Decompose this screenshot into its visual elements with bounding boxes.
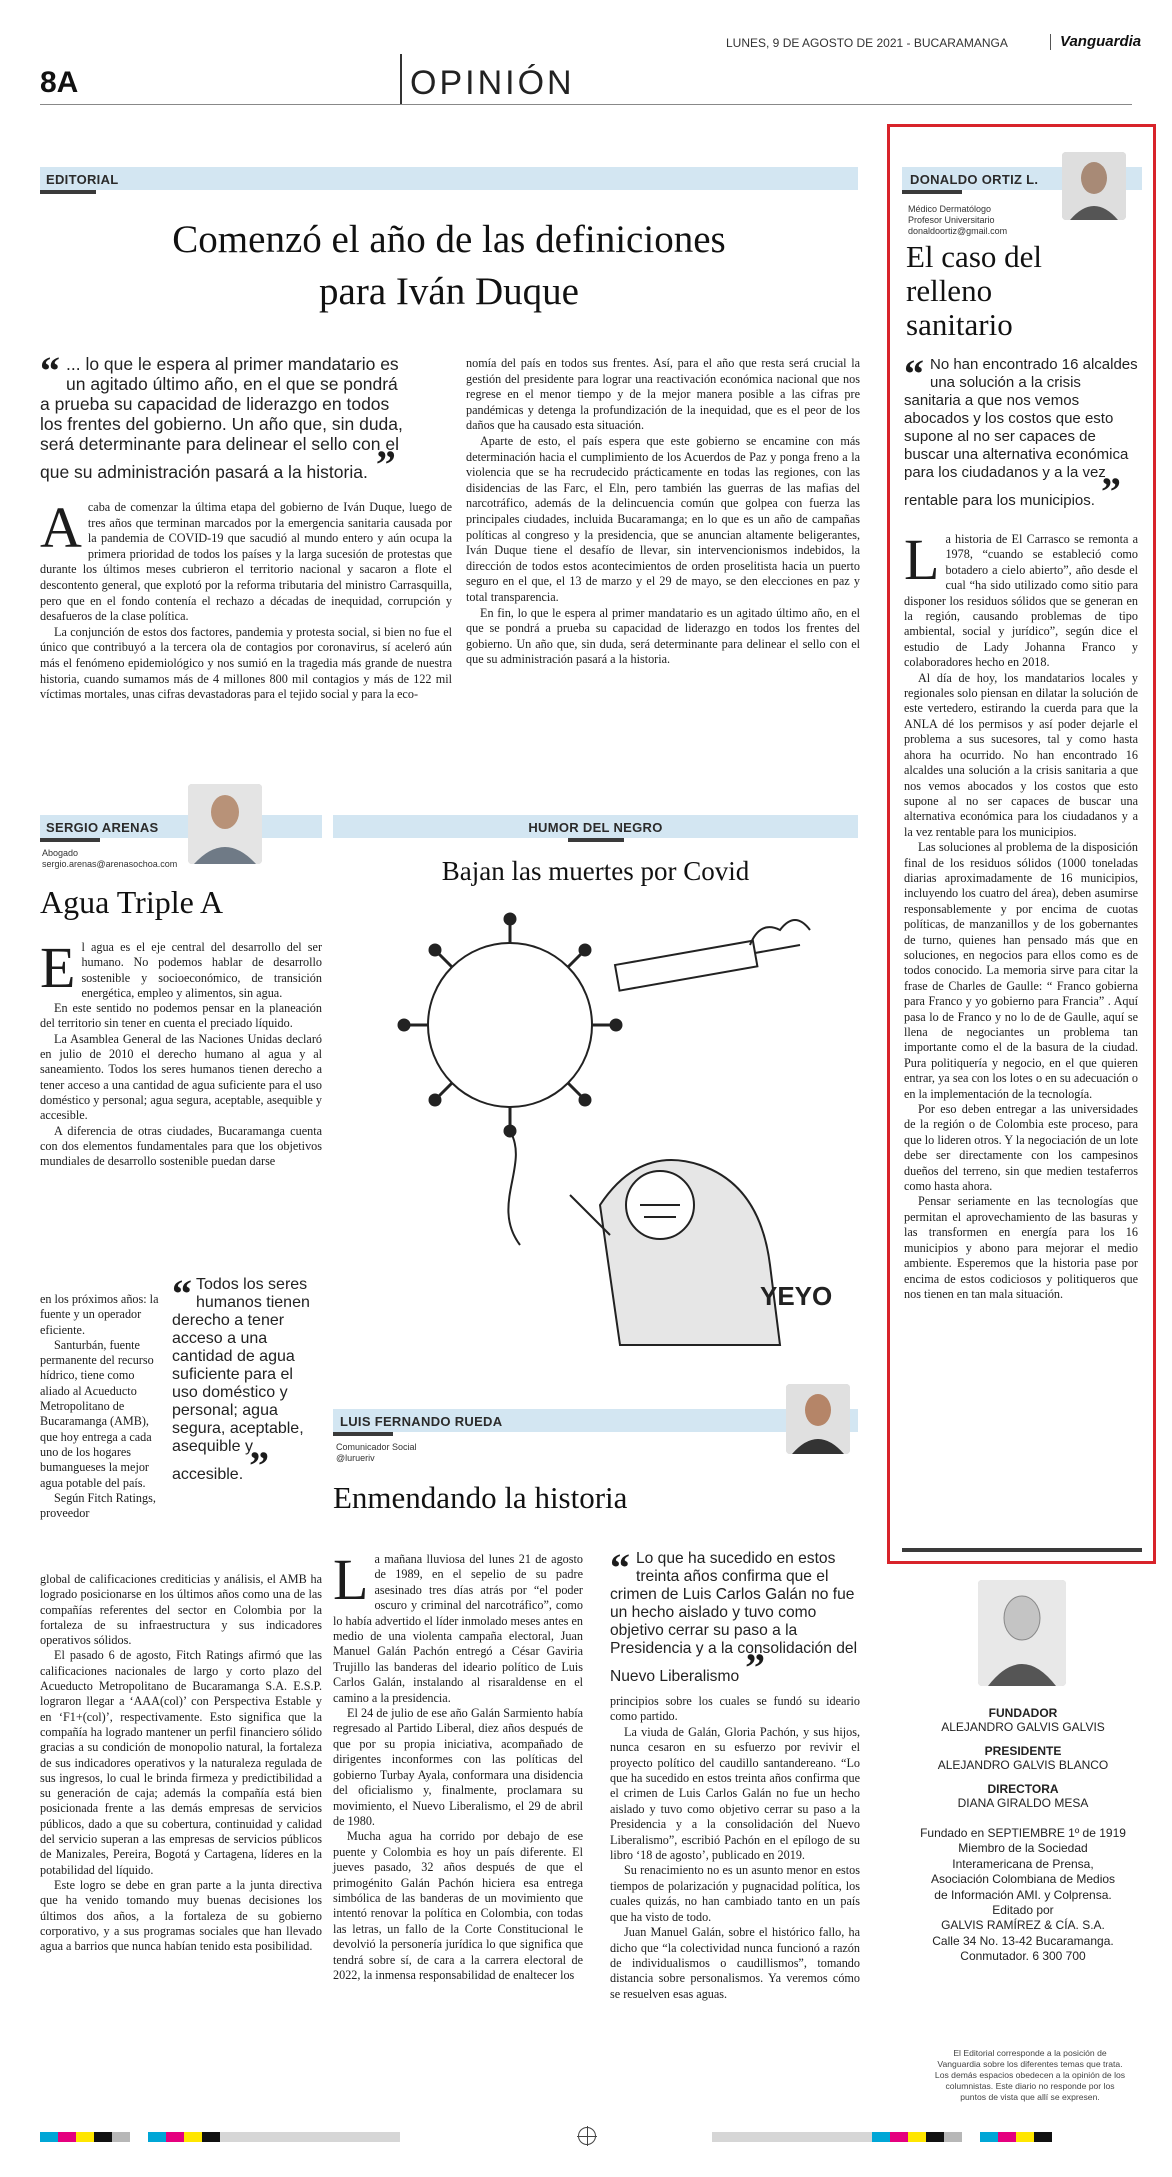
donald-title-line3: sanitario xyxy=(906,307,1013,342)
staff-info-line: de Información AMI. y Colprensa. xyxy=(934,1887,1112,1902)
staff-info-line: Interamericana de Prensa, xyxy=(952,1856,1094,1871)
editorial-col2-p3: En fin, lo que le espera al primer mandatario es un agitado último año, en el que se pondrá a prueba su capacidad de liderazgo en todos los frentes del gobierno. Un año que, sin duda, será determinante para delinear el sello con el que su administración pasará a la historia. xyxy=(466,605,860,667)
donald-p3: Las soluciones al problema de la disposición final de los residuos sólidos (1000 toneladas diarias aproximadamente de 16 municipios, incluyendo los cuatro del área), deben asumirse responsablemente y por encima de cuotas políticas, de manzanillos y de los gobernantes de turno, quienes han pensado más que en soluciones, en negocios para ellos como es de todos conocido. La memoria sirve para citar la frase de Charles de Gaulle: “ Franco gobierna para Franco y yo gobierno para Francia” . Aquí pasa lo de Franco y no lo de de Gaulle, aquí se llena de negociantes un problema tan importante como el de la basura de la ciudad. Pura politiquería y negocio, en el que quieren entrar, ya sea con los lotes o en su adecuación o en la implementación de la tecnología. xyxy=(904,840,1138,1101)
luis-avatar xyxy=(786,1384,850,1454)
luis-col1-p1: La mañana lluviosa del lunes 21 de agosto de 1989, en el sepelio de su padre asesinado tres días atrás por “el poder oscuro y criminal del narcotráfico”, como lo había advertido el líder inmolado meses antes en medio de una violenta campaña electoral, Juan Manuel Galán Pachón entregó a César Gaviria Trujillo las banderas del ideario político de Luis Carlos Galán, instalando al risaraldense en el camino a la presidencia. xyxy=(333,1547,583,1705)
sergio-body-bottom xyxy=(40,1572,322,1954)
sergio-np3: Según Fitch Ratings, proveedor xyxy=(40,1490,156,1521)
luis-col2-p1: principios sobre los cuales se fundó su ideario como partido. xyxy=(610,1694,860,1724)
luis-col1-p2: El 24 de julio de ese año Galán Sarmiento había regresado al Partido Liberal, diez años después de que por su propia iniciativa, acompañado de dirigentes inconformes con las políticas del gobierno Turbay Ayala, conformara una disidencia del oficialismo y, finalmente, proclamara su movimiento, el Nuevo Liberalismo, el 29 de abril de 1980. xyxy=(333,1706,583,1828)
editorial-col2 xyxy=(466,356,860,668)
editorial-label: EDITORIAL xyxy=(46,172,119,187)
sergio-label-underline xyxy=(40,838,100,842)
brand-logo: Vanguardia xyxy=(1060,33,1142,50)
editorial-col1-p1: Acaba de comenzar la última etapa del gobierno de Iván Duque, luego de tres años que terminan marcados por la emergencia sanitaria causada por la pandemia de COVID-19 que sacudió al mundo entero y aún ocupa la primera prioridad de todos los países y la larga sucesión de protestas que durante los últimos meses cubrieron el territorio nacional y sacaron a flote el descontento general, que explotó por la reforma tributaria del ministro Carrasquilla, pero que en el fondo contenía el rechazo a décadas de inequidad, corrupción y desafueros de la clase política. xyxy=(40,495,452,624)
open-quote-icon: “ xyxy=(904,351,924,396)
close-quote-icon: ” xyxy=(745,1645,766,1690)
luis-col1-p3: Mucha agua ha corrido por debajo de ese puente y Colombia es hoy un país diferente. El jueves pasado, 32 años después de que el primogénito Galán Pachón hiciera esa entrega simbólica de las banderas de un movimiento que intentó renovar la política en Colombia, con todas las letras, un fallo de la Corte Constitucional le devolvió la personería jurídica lo que significa que tendrá sobre sí, de cara a la carrera electoral de 2022, la inmensa responsabilidad de enaltecer los xyxy=(333,1829,583,1982)
staff-box xyxy=(887,1706,1159,1965)
luis-pull-quote xyxy=(610,1545,860,1690)
luis-col2-p2: La viuda de Galán, Gloria Pachón, y sus hijos, nunca cesaron en su esfuerzo por revivir el proyecto político del caudillo santandereano. “Lo que ha sucedido en estos treinta años confirma que el crimen de Luis Carlos Galán no fue un hecho aislado y tuvo como objetivo cerrar su paso a la Presidencia y a la consolidación del Nuevo Liberalismo”, escribió Pachón en el epílogo de su libro ‘18 de agosto’, publicado en 2019. xyxy=(610,1724,860,1863)
sergio-p2: En este sentido no podemos pensar en la planeación del territorio sin tener en cuenta el preciado líquido. xyxy=(40,1001,322,1031)
close-quote-icon: ” xyxy=(375,442,396,487)
luis-meta-handle: @lurueriv xyxy=(336,1453,375,1463)
registration-bar-right xyxy=(712,2132,1132,2142)
editorial-band xyxy=(40,167,858,190)
cartoon-label: HUMOR DEL NEGRO xyxy=(528,820,663,835)
luis-title: Enmendando la historia xyxy=(333,1480,628,1515)
founder-name: ALEJANDRO GALVIS GALVIS xyxy=(941,1720,1105,1734)
staff-info-line: GALVIS RAMÍREZ & CÍA. S.A. xyxy=(941,1918,1105,1933)
sergio-body-top xyxy=(40,935,322,1169)
cartoon-label-underline xyxy=(568,838,624,842)
staff-info-line: Fundado en SEPTIEMBRE 1º de 1919 xyxy=(920,1826,1126,1840)
sergio-meta-profession: Abogado xyxy=(42,848,79,858)
director-name: DIANA GIRALDO MESA xyxy=(957,1796,1089,1810)
sergio-p1: El agua es el eje central del desarrollo del ser humano. No podemos hablar de desarrollo sostenible y socioeconómico, de transición energética, empleo y alimentos, sin agua. xyxy=(40,935,322,1000)
editorial-col2-p2: Aparte de esto, el país espera que este gobierno se encamine con más determinación hacia el cumplimiento de los Acuerdos de Paz y ponga freno a la violencia que se ha recrudecido prácticamente en todas las regiones, con las disidencias de las Farc, el Eln, pero también las guerras de las mafias del narcotráfico, además de la delincuencia común que golpea con fuerza las principales ciudades, incluida Bucaramanga; en lo que es un año de campañas políticas al congreso y la presidencia, que se anuncian altamente beligerantes, Iván Duque tiene el desafío de llevar, sin intervencionismos indebidos, la dirección de todos estos acontecimientos de orden proselitista hacia un puerto seguro en el que, el 13 de marzo y el 29 de mayo, se den elecciones en paz y total transparencia. xyxy=(466,433,860,604)
donald-meta xyxy=(908,204,1007,237)
donald-title-line1: El caso del xyxy=(906,239,1043,274)
luis-col2-p4: Juan Manuel Galán, sobre el histórico fallo, ha dicho que “la colectividad nunca funcionó a razón de individualismos o caudillismos”, tomando distancia sobre personalismos. Ya veremos cómo se resuelven esas aguas. xyxy=(610,1925,860,2001)
donald-meta-profession: Médico Dermatólogo xyxy=(908,204,992,214)
luis-col2 xyxy=(610,1694,860,2002)
sergio-bp2: El pasado 6 de agosto, Fitch Ratings afirmó que las calificaciones nacionales de largo y corto plazo del Acueducto Metropolitano de Bucaramanga S.A. E.S.P. lograron llegar a ‘AAA(col)’ con Perspectiva Estable y en ‘F1+(col)’, respectivamente. Esto significa que la compañía ha logrado mantener un perfil financiero sólido gracias a su condición de monopolio natural, la fortaleza de sus indicadores operativos y la naturaleza regulada de sus ingresos, lo cual le brinda firmeza y predictibilidad a su generación de caja; además la compañía está bien posicionada frente a las demás empresas de servicios públicos, dado a que su cobertura, continuidad y calidad del servicio superan a las empresas de servicios públicos de Manizales, Pereira, Bogotá y Cartagena, líderes en la potabilidad del líquido. xyxy=(40,1648,322,1877)
founder-photo-icon xyxy=(978,1580,1066,1686)
sergio-np1: en los próximos años: la fuente y un operador eficiente. xyxy=(40,1292,159,1337)
cartoon-drawing xyxy=(360,905,840,1350)
registration-mark-icon xyxy=(578,2127,596,2145)
person-photo-icon xyxy=(1062,152,1126,220)
editorial-col1-p2: La conjunción de estos dos factores, pandemia y protesta social, si bien no fue el único que contribuyó a la tercera ola de contagios por coronavirus, sí aceleró aún más el fenómeno epidemiológico y nos sumió en la tragedia más grande de nuestra historia, cuando sumamos más de 4 millones 800 mil contagios y más de 122 mil víctimas mortales, unas cifras devastadoras para el tejido social y para la eco- xyxy=(40,624,452,702)
sergio-pull-quote-text: Todos los seres humanos tienen derecho a tener acceso a una cantidad de agua suficiente para el uso doméstico y personal; agua segura, aceptable, asequible y accesible. xyxy=(172,1276,310,1483)
luis-author: LUIS FERNANDO RUEDA xyxy=(340,1414,503,1429)
sergio-title: Agua Triple A xyxy=(40,884,224,920)
donald-label-underline xyxy=(902,190,962,194)
luis-pull-quote-text: Lo que ha sucedido en estos treinta años confirma que el crimen de Luis Carlos Galán no fue un hecho aislado y tuvo como objetivo cerrar su paso a la Presidencia y a la consolidación del Nuevo Liberalismo xyxy=(610,1550,858,1685)
donald-meta-email: donaldoortiz@gmail.com xyxy=(908,226,1008,236)
editorial-pull-quote xyxy=(40,348,408,487)
luis-label-underline xyxy=(333,1432,393,1436)
editorial-title-line1: Comenzó el año de las definiciones xyxy=(172,218,726,261)
staff-info-line: Editado por xyxy=(992,1903,1054,1918)
donald-title-line2: relleno xyxy=(906,273,993,308)
masthead-divider xyxy=(400,54,402,104)
close-quote-icon: ” xyxy=(249,1443,270,1488)
donald-bottom-rule xyxy=(902,1548,1142,1552)
founder-portrait xyxy=(978,1580,1066,1686)
staff-info xyxy=(887,1826,1159,1965)
disclaimer: El Editorial corresponde a la posición de Vanguardia sobre los diferentes temas que trata. Los demás espacios obedecen a la opinión de los columnistas. Este diario no responde por los puntos de vista que allí se expresen. xyxy=(934,2048,1126,2102)
sergio-pull-quote xyxy=(172,1271,322,1488)
cartoon-illustration-icon xyxy=(360,905,840,1350)
president-name: ALEJANDRO GALVIS BLANCO xyxy=(937,1758,1109,1772)
sergio-p3: La Asamblea General de las Naciones Unidas declaró en julio de 2010 el derecho humano al agua y al saneamiento. Todos los seres humanos tienen derecho a tener acceso a una cantidad de agua suficiente para el uso doméstico y personal; agua segura, aceptable, asequible y accesible. xyxy=(40,1031,322,1123)
staff-info-line: Conmutador. 6 300 700 xyxy=(960,1949,1086,1964)
open-quote-icon: “ xyxy=(172,1271,192,1316)
open-quote-icon: “ xyxy=(40,348,60,393)
person-photo-icon xyxy=(188,784,262,864)
person-photo-icon xyxy=(786,1384,850,1454)
dateline: LUNES, 9 DE AGOSTO DE 2021 - BUCARAMANGA xyxy=(726,36,1008,50)
editorial-col1 xyxy=(40,495,452,703)
editorial-pull-quote-text: ... lo que le espera al primer mandatario es un agitado último año, en el que se pondrá a prueba su capacidad de liderazgo en todos los frentes del gobierno. Un año que, sin duda, será determinante para delinear el sello con el que su administración pasará a la historia. xyxy=(40,354,403,482)
luis-meta xyxy=(336,1442,417,1464)
donald-pull-quote xyxy=(904,351,1138,514)
luis-col1 xyxy=(333,1547,583,1983)
dateline-divider xyxy=(1050,34,1051,50)
masthead-rule xyxy=(40,104,1132,105)
open-quote-icon: “ xyxy=(610,1545,630,1590)
sergio-bp1: global de calificaciones crediticias y análisis, el AMB ha logrado posicionarse en los últimos años como una de las compañías referentes del sector en Colombia por la fortaleza de su infraestructura y sus indicadores operativos sólidos. xyxy=(40,1572,322,1648)
donald-title xyxy=(906,240,1042,342)
editorial-label-underline xyxy=(40,190,96,194)
donald-p2: Al día de hoy, los mandatarios locales y regionales solo piensan en dilatar la solución de este vertedero, estirando la cuerda para que la ANLA dé los permisos y así poder dejarle el problema a sus sucesores, tal y como hasta ahora ha ocurrido. No han encontrado 16 alcaldes una solución a la crisis sanitaria a que nos vemos abocados y los costos que esto supone al no ser capaces de buscar una alternativa económica para los ciudadanos y a la vez rentable para los municipios. xyxy=(904,670,1138,839)
donald-avatar xyxy=(1062,152,1126,220)
close-quote-icon: ” xyxy=(1100,469,1121,514)
sergio-np2: Santurbán, fuente permanente del recurso hídrico, tiene como aliado al Acueducto Metropolitano de Bucaramanga (AMB), que hoy entrega a cada uno de los hogares bumangueses la mejor agua potable del país. xyxy=(40,1337,154,1490)
donald-pull-quote-text: No han encontrado 16 alcaldes una solución a la crisis sanitaria a que nos vemos abocados y los costos que esto supone al no ser capaces de buscar una alternativa económica para los ciudadanos y a la vez rentable para los municipios. xyxy=(904,356,1138,509)
cartoon-title: Bajan las muertes por Covid xyxy=(441,856,750,886)
sergio-bp3: Este logro se debe en gran parte a la junta directiva que ha venido tomando muy buenas decisiones los últimos dos años, a la fortaleza de su gobierno corporativo, y a sus programas sociales que han llevado agua a barrios que nunca habían tenido esta posibilidad. xyxy=(40,1877,322,1954)
founder-label: FUNDADOR xyxy=(988,1706,1058,1720)
sergio-meta-email: sergio.arenas@arenasochoa.com xyxy=(42,859,178,869)
editorial-title xyxy=(40,214,858,318)
donald-p1: La historia de El Carrasco se remonta a 1978, “cuando se estableció como botadero a cielo abierto”, año desde el cual “ha sido utilizado como sitio para disponer los residuos sólidos que se generan en la región, causando problemas de tipo ambiental, social y jurídico”, según dice el estudio de Lady Johanna Franco y colaboradores hecho en 2018. xyxy=(904,527,1138,670)
director-label: DIRECTORA xyxy=(987,1782,1059,1796)
staff-info-line: Calle 34 No. 13-42 Bucaramanga. xyxy=(932,1933,1114,1948)
sergio-p4: A diferencia de otras ciudades, Bucaramanga cuenta con dos elementos fundamentales para que los objetivos mundiales de desarrollo sostenible puedan darse xyxy=(40,1123,322,1169)
registration-bar-left xyxy=(40,2132,400,2142)
staff-info-line: Asociación Colombiana de Medios xyxy=(930,1872,1116,1887)
cartoon-signature: YEYO xyxy=(760,1281,833,1311)
page-number: 8A xyxy=(40,66,79,99)
staff-info-line: Miembro de la Sociedad xyxy=(958,1841,1088,1856)
luis-col2-p3: Su renacimiento no es un asunto menor en estos tiempos de polarización y pugnacidad política, los cuales quizás, no han cambiado tanto en un país que ha visto de todo. xyxy=(610,1863,860,1924)
sergio-body-narrow xyxy=(40,1292,160,1521)
sergio-avatar xyxy=(188,784,262,864)
luis-meta-profession: Comunicador Social xyxy=(336,1442,417,1452)
donald-meta-role: Profesor Universitario xyxy=(908,215,995,225)
donald-author: DONALDO ORTIZ L. xyxy=(910,172,1039,187)
section-title: OPINIÓN xyxy=(410,64,575,102)
donald-body xyxy=(904,527,1138,1302)
sergio-meta xyxy=(42,848,177,870)
editorial-title-line2: para Iván Duque xyxy=(319,270,579,313)
president-label: PRESIDENTE xyxy=(984,1744,1062,1758)
donald-p4: Por eso deben entregar a las universidades de la región o de Colombia este proceso, para que lo lideren otros. Y la negociación de un lote debe ser directamente con los campesinos dueños del terreno, sin que medien testaferros como hasta ahora. xyxy=(904,1102,1138,1194)
donald-p5: Pensar seriamente en las tecnologías que permitan el aprovechamiento de las basuras y las transformen en energía para los 16 municipios y abono para mejorar el medio ambiente. Esperemos que la historia pase por encima de estos codiciosos y politiqueros que nos tienen en tan mala situación. xyxy=(904,1194,1138,1301)
editorial-col2-p1: nomía del país en todos sus frentes. Así, para el año que resta será crucial la gestión del presidente para lograr una reactivación económica nacional que nos regrese en el menor tiempo y de la mejor manera posible a las cifras pre pandémicas y detenga la profundización de la inequidad, que es el peor de los daños que ha causado esta situación. xyxy=(466,356,860,433)
sergio-author: SERGIO ARENAS xyxy=(46,820,159,835)
